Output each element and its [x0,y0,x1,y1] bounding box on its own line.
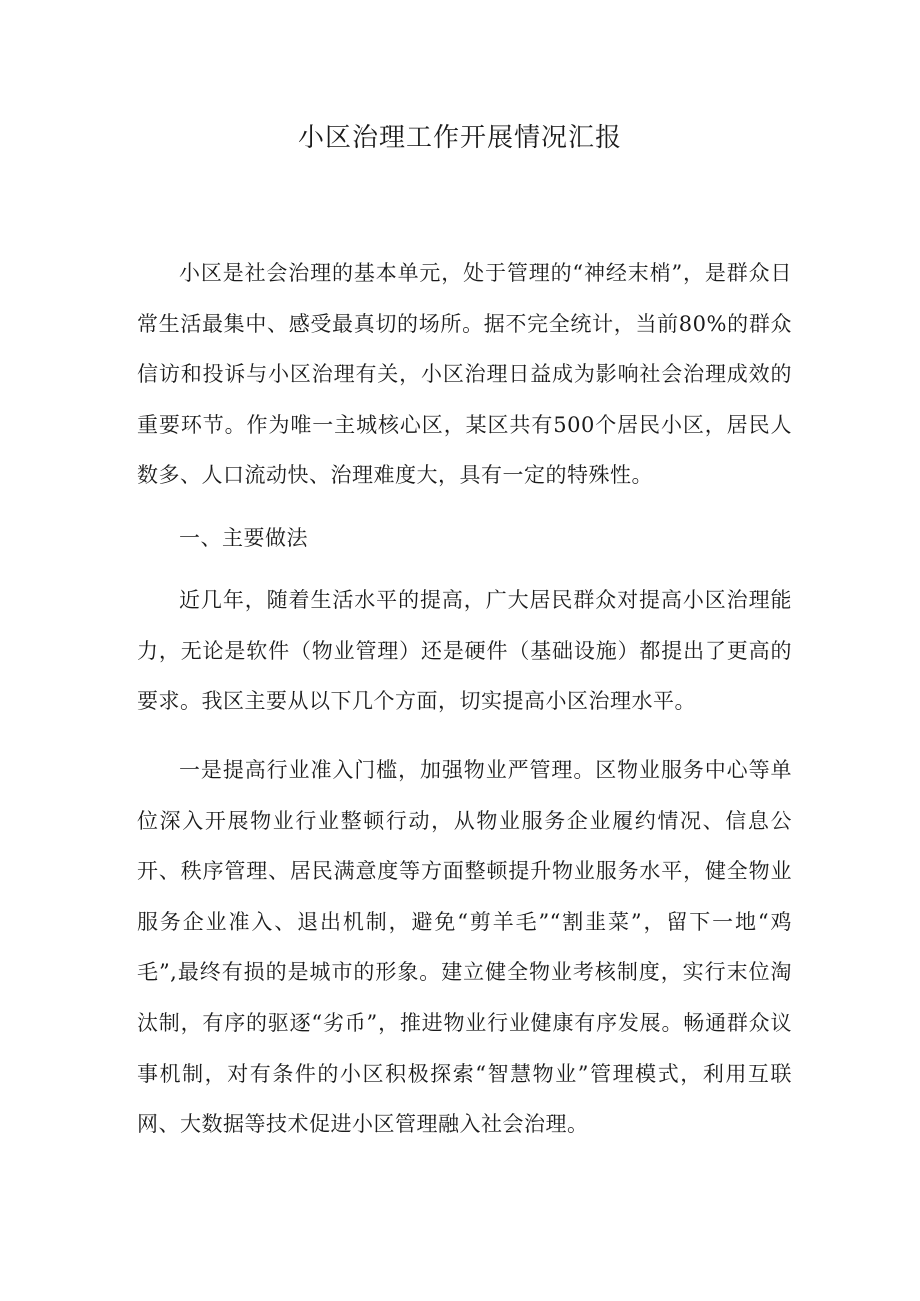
document-title: 小区治理工作开展情况汇报 [297,123,622,153]
section-intro-paragraph: 近几年，随着生活水平的提高，广大居民群众对提高小区治理能力，无论是软件（物业管理）还是硬件（基础设施）都提出了更高的要求。我区主要从以下几个方面，切实提高小区治理水平。 [137,588,792,714]
intro-paragraph: 小区是社会治理的基本单元，处于管理的“神经末梢”，是群众日常生活最集中、感受最真切的场所。据不完全统计，当前80%的群众信访和投诉与小区治理有关，小区治理日益成为影响社会治理成效的重要环节。作为唯一主城核心区，某区共有500个居民小区，居民人数多、人口流动快、治理难度大，具有一定的特殊性。 [137,261,792,488]
section-heading: 一、主要做法 [179,526,308,550]
point-one-paragraph: 一是提高行业准入门槛，加强物业严管理。区物业服务中心等单位深入开展物业行业整顿行动，从物业服务企业履约情况、信息公开、秩序管理、居民满意度等方面整顿提升物业服务水平，健全物业服务企业准入、退出机制，避免“剪羊毛”“割韭菜”，留下一地“鸡毛”,最终有损的是城市的形象。建立健全物业考核制度，实行末位淘汰制，有序的驱逐“劣币”，推进物业行业健康有序发展。畅通群众议事机制，对有条件的小区积极探索“智慧物业”管理模式，利用互联网、大数据等技术促进小区管理融入社会治理。 [137,758,792,1137]
